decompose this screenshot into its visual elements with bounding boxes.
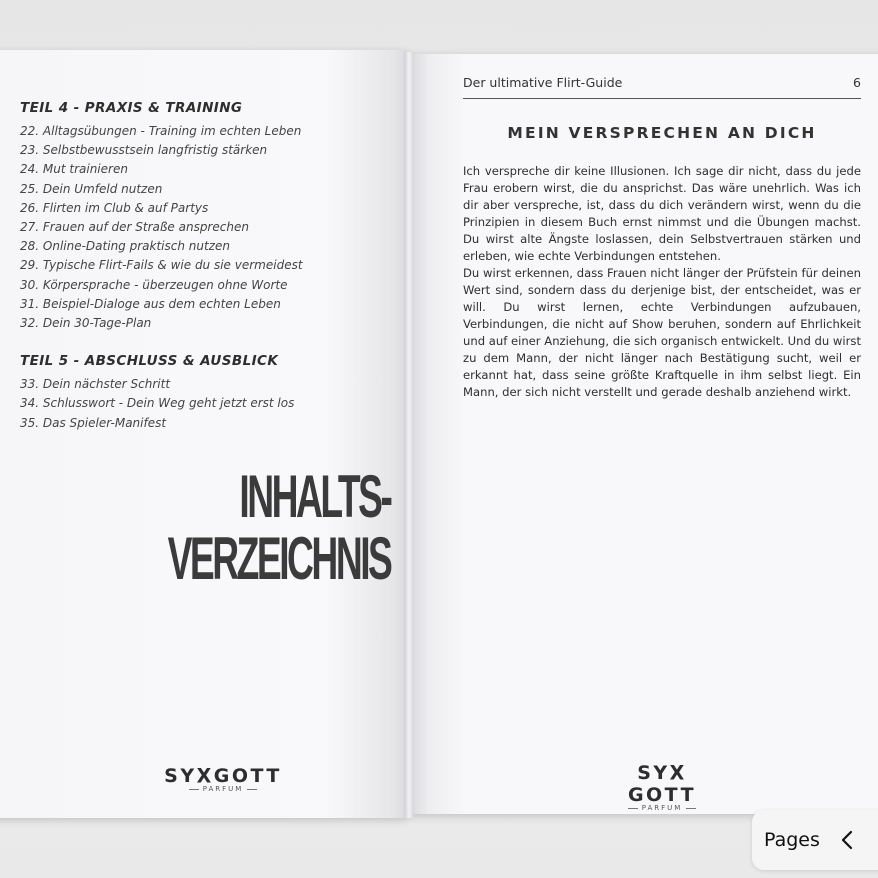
toc-item: 27. Frauen auf der Straße ansprechen <box>20 220 249 235</box>
table-of-contents <box>20 100 400 453</box>
toc-title-line: VERZEICHNIS <box>167 525 390 592</box>
toc-item: 34. Schlusswort - Dein Weg geht jetzt erst los <box>20 396 295 411</box>
section-heading: TEIL 4 - PRAXIS & TRAINING <box>20 100 243 116</box>
section-heading: TEIL 5 - ABSCHLUSS & AUSBLICK <box>20 353 279 370</box>
logo-part: GOTT <box>627 784 697 806</box>
paragraph: Ich verspreche dir keine Illusionen. Ich sage dir nicht, dass du jede Frau erobern wirst, die du ansprichst. Das wäre unehrlich. Was ich dir aber verspreche, ist, dass du dich verändern wirst, wenn du die Prinzipien in diesem Buch ernst nimmst und die Übungen machst. Du wirst alte Ängste loslassen, dein Selbstvertrauen stärken und erleben, wie echte Verbindungen entstehen. <box>463 164 861 263</box>
toc-item: 23. Selbstbewusstsein langfristig stärken <box>20 143 268 158</box>
running-title: Der ultimative Flirt-Guide <box>463 75 623 90</box>
chevron-left-icon <box>840 829 854 851</box>
paragraph: Du wirst erkennen, dass Frauen nicht länger der Prüfstein für deinen Wert sind, sondern dass du derjenige bist, der entscheidet, was er will. Du wirst lernen, echte Verbindungen aufzubauen, Verbindungen, die nicht auf Show beruhen, sondern auf Ehrlichkeit und auf einer Anziehung, die sich organisch entwickelt. Und du wirst zu dem Mann, der nicht länger nach Bestätigung sucht, weil er erkannt hat, dass seine größte Kraftquelle in ihm selbst liegt. Ein Mann, der sich nicht verstellt und gerade deshalb anziehend wirkt. <box>463 266 861 399</box>
toc-item: 33. Dein nächster Schritt <box>20 377 171 392</box>
toc-item: 35. Das Spieler-Manifest <box>20 415 167 430</box>
logo-x-mark: X <box>196 764 214 788</box>
pages-button[interactable] <box>752 810 878 870</box>
running-header <box>463 74 861 99</box>
logo-part: SY <box>637 762 670 784</box>
chapter-title: MEIN VERSPRECHEN AN DICH <box>507 124 817 142</box>
toc-item: 28. Online-Dating praktisch nutzen <box>20 239 230 254</box>
toc-list <box>20 375 400 433</box>
toc-item: 22. Alltagsübungen - Training im echten Leben <box>20 124 302 138</box>
logo-subline: PARFUM <box>162 785 284 793</box>
toc-item: 26. Flirten im Club & auf Partys <box>20 200 209 215</box>
logo-subline: PARFUM <box>604 804 720 812</box>
body-text <box>463 163 861 401</box>
toc-item: 31. Beispiel-Dialoge aus dem echten Leben <box>20 296 281 311</box>
toc-item: 29. Typische Flirt-Fails & wie du sie vermeidest <box>20 258 303 273</box>
toc-list <box>20 122 400 333</box>
brand-logo <box>162 765 284 793</box>
logo-part: GOTT <box>213 765 282 787</box>
logo-part: SY <box>164 765 197 787</box>
logo-wordmark <box>604 762 720 806</box>
toc-item: 32. Dein 30-Tage-Plan <box>20 316 152 331</box>
pages-button-label: Pages <box>764 829 820 851</box>
book-spine <box>404 52 414 818</box>
toc-item: 25. Dein Umfeld nutzen <box>20 181 163 196</box>
toc-item: 24. Mut trainieren <box>20 162 128 177</box>
page-number: 6 <box>853 75 861 90</box>
logo-wordmark <box>162 765 284 787</box>
toc-item: 30. Körpersprache - überzeugen ohne Worte <box>20 277 288 292</box>
toc-title <box>167 463 390 592</box>
toc-title-line: INHALTS- <box>239 463 390 530</box>
brand-logo <box>604 762 720 812</box>
logo-x-mark: X <box>669 761 687 785</box>
